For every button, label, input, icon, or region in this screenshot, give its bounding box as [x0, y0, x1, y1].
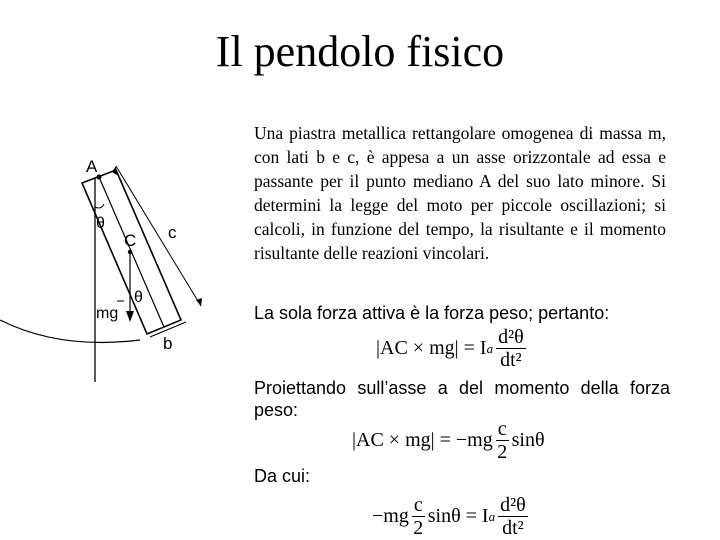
eq2-fraction [496, 418, 509, 463]
problem-statement: Una piastra metallica rettangolare omogenea di massa m, con lati b e c, è appesa a un asse orizzontale ad essa e passante per il punto mediano A del suo lato minore. Si determini la legge del moto per piccole oscillazioni; si calcoli, in funzione del tempo, la risultante e il momento risultante delle reazioni vincolari. [254, 123, 666, 263]
label-b: b [163, 334, 173, 353]
eq3-den2: dt² [502, 517, 524, 539]
eq3-lhs: −mg [372, 505, 409, 527]
text-from-which: Da cui: [254, 466, 311, 486]
eq3-fraction-1 [412, 494, 425, 539]
text-active-force: La sola forza attiva è la forza peso; pertanto: [254, 303, 610, 323]
oscillation-arc [0, 320, 140, 343]
eq1-lhs: |AC × mg| = I [376, 337, 487, 359]
eq3-fraction-2 [498, 494, 528, 539]
center-of-mass-point [128, 250, 132, 254]
eq3-den1: 2 [413, 517, 424, 539]
eq3-sub: a [488, 508, 496, 524]
label-c: c [168, 223, 177, 242]
text-projection: Proiettando sull’asse a del momento della forza peso: [254, 378, 670, 420]
equation-1 [376, 326, 529, 371]
label-C: C [124, 231, 137, 250]
pendulum-diagram [0, 150, 240, 400]
eq1-num: d²θ [498, 326, 524, 348]
label-theta-top: θ [96, 215, 105, 232]
eq2-num: c [497, 418, 507, 440]
eq2-den: 2 [497, 441, 508, 463]
eq1-den: dt² [500, 349, 522, 371]
label-theta-bottom: θ [134, 289, 143, 306]
eq2-tail: sinθ [511, 429, 545, 451]
equation-2 [352, 418, 545, 463]
eq3-num1: c [413, 494, 423, 516]
angle-arc-top [95, 204, 104, 208]
label-mg: mg [96, 305, 119, 322]
eq2-lhs: |AC × mg| = −mg [352, 429, 493, 451]
label-A: A [86, 157, 98, 176]
equation-3 [372, 494, 531, 539]
eq3-num2: d²θ [500, 494, 526, 516]
weight-arrow-head [126, 311, 134, 322]
slide-title: Il pendolo fisico [215, 27, 505, 76]
eq3-mid: sinθ = I [427, 505, 489, 527]
eq1-sub: a [486, 340, 494, 356]
eq1-fraction [496, 326, 526, 371]
